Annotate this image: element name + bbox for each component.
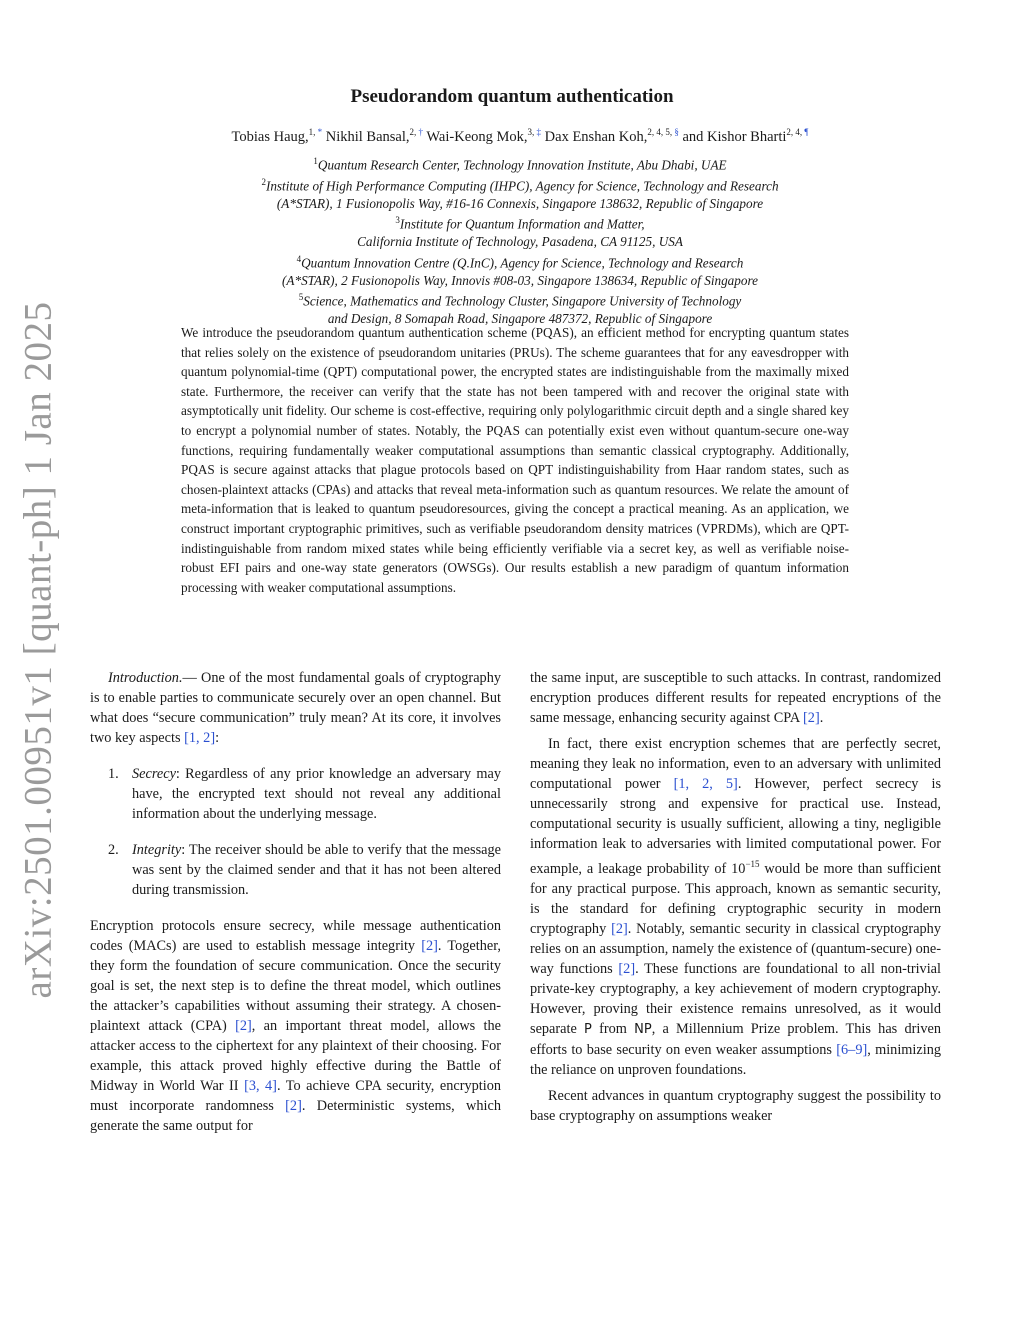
citation-link[interactable]: [2] — [611, 920, 628, 937]
affiliation: $^1$Quantum Research Center, Technology Innovation Institute, Abu Dhabi, UAE — [313, 156, 727, 173]
footnote-link[interactable]: † — [418, 127, 424, 137]
citation-link[interactable]: [2] — [421, 938, 438, 954]
author-name: and Kishor Bharti — [682, 128, 787, 145]
author-name: Tobias Haug, — [231, 128, 309, 145]
author-name: Dax Enshan Koh, — [544, 128, 648, 145]
paper-title: Pseudorandom quantum authentication — [350, 86, 674, 107]
body-paragraph: Recent advances in quantum cryptography suggest the possibility to base cryptography on assumptions weaker — [530, 1087, 941, 1124]
arxiv-side-stamp — [8, 301, 68, 999]
citation-link[interactable]: [2] — [803, 710, 820, 726]
affiliation-cont: California Institute of Technology, Pasadena, CA 91125, USA — [357, 234, 683, 250]
intro-paragraph: Introduction.— One of the most fundamental goals of cryptography is to enable parties to communicate securely over an open channel. But what does “secure communication” truly mean? At its core, it involves two key aspects [1, 2]: — [90, 670, 501, 746]
footnote-link[interactable]: ‡ — [536, 127, 542, 137]
citation-link[interactable]: [1, 2] — [184, 730, 216, 746]
affiliation-cont: and Design, 8 Somapah Road, Singapore 487372, Republic of Singapore — [327, 310, 713, 326]
abstract: We introduce the pseudorandom quantum authentication scheme (PQAS), an efficient method for encrypting quantum states that relies solely on the existence of pseudorandom unitaries (PRUs). The scheme guarantees that for any eavesdropper with quantum polynomial-time (QPT) computational power, the encrypted states are indistinguishable from the maximally mixed state. Furthermore, the receiver can verify that the state has not been tampered with and recover the original state with asymptotically unit fidelity. Our scheme is cost-effective, requiring only polylogarithmic circuit depth and a single shared key to encrypt a polynomial number of states. Notably, the PQAS can potentially exist even without quantum-secure one-way functions, requiring fundamentally weaker computational assumptions than semantic classical cryptography. Additionally, PQAS is secure against attacks that plague protocols based on QPT indistinguishability from Haar random states, such as chosen-plaintext attacks (CPAs) and attacks that reveal meta-information such as quantum resources. We relate the amount of meta-information that is leaked to quantum pseudoresources, giving the concept a practical meaning. As an application, we construct important cryptographic primitives, such as verifiable pseudorandom density matrices (VPRDMs), which are QPT-indistinguishable from random mixed states while being efficiently verifiable via a secret key, as well as verifiable noise-robust EFI pairs and one-way state generators (OWSGs). Our results establish a new paradigm of quantum information processing with weaker computational assumptions. — [181, 325, 849, 595]
citation-link[interactable]: [2] — [235, 1018, 252, 1034]
citation-link[interactable]: [2] — [285, 1098, 302, 1114]
left-column — [90, 668, 501, 1136]
affiliation-cont: (A*STAR), 2 Fusionopolis Way, Innovis #08-03, Singapore 138634, Republic of Singapore — [282, 272, 758, 288]
list-item: 1. Secrecy: Regardless of any prior knowledge an adversary may have, the encrypted text should not reveal any additional information about the underlying message. — [108, 766, 501, 822]
affiliation: $^5$Science, Mathematics and Technology Cluster, Singapore University of Technology — [298, 292, 742, 309]
citation-link[interactable]: [6–9] — [836, 1041, 868, 1058]
affiliations — [120, 153, 920, 327]
author-name: Wai-Keong Mok, — [426, 128, 528, 145]
affiliation: $^3$Institute for Quantum Information and Matter, — [395, 215, 645, 232]
body-paragraph: In fact, there exist encryption schemes that are perfectly secret, meaning they leak no information, even to an adversary with unlimited computational power [1, 2, 5]. However, perfect secrecy is unnecessarily strong and expensive for practical use. Instead, computational security is usually sufficient, allowing a tiny, negligible information leak to adversaries with limited computational power. For example, a leakage probability of $10^{-15}$ would be more than sufficient for any practical purpose. This approach, known as semantic security, is the standard for defining cryptographic security in modern cryptography [2]. Notably, semantic security in classical cryptography relies on an assumption, namely the existence of (quantum-secure) one-way functions [2]. These functions are foundational to all non-trivial private-key cryptography, a key achievement of modern cryptography. However, proving their existence remains unresolved, as it would separate P from NP, a Millennium Prize problem. This has driven efforts to base security on even weaker assumptions [6–9], minimizing the reliance on unproven foundations. — [530, 736, 942, 1078]
footnote-link[interactable]: § — [674, 127, 679, 137]
affiliation-cont: (A*STAR), 1 Fusionopolis Way, #16-16 Connexis, Singapore 138632, Republic of Singapore — [276, 195, 764, 211]
citation-link[interactable]: [3, 4] — [244, 1078, 277, 1094]
section-label: Introduction. — [108, 670, 183, 686]
author-list: Tobias Haug,$^{1, *}$ Nikhil Bansal,$^{2, \dagger}$ Wai-Keong Mok,$^{3, \ddagger}$ Dax Enshan Koh,$^{2, 4, 5, \S}$ and Kishor Bharti$^{2, 4, \P}$ — [231, 127, 809, 145]
list-item: 2. Integrity: The receiver should be able to verify that the message was sent by the claimed sender and that it has not been altered during transmission. — [108, 842, 501, 898]
body-paragraph: Encryption protocols ensure secrecy, while message authentication codes (MACs) are used to establish message integrity [2]. Together, they form the foundation of secure communication. Once the security goal is set, the next step is to define the threat model, which outlines the attacker’s capabilities without assuming their strategy. A chosen-plaintext attack (CPA) [2], an important threat model, allows the attacker access to the ciphertext for any plaintext of their choosing. For example, this attack proved highly effective during the Battle of Midway in World War II [3, 4]. To achieve CPA security, encryption must incorporate randomness [2]. Deterministic systems, which generate the same output for — [90, 918, 502, 1134]
arxiv-identifier[interactable]: arXiv:2501.00951v1 [quant-ph] 1 Jan 2025 — [16, 301, 60, 999]
right-column — [530, 668, 941, 1126]
body-paragraph: the same input, are susceptible to such attacks. In contrast, randomized encryption produces different results for repeated encryptions of the same message, enhancing security against CPA [2]. — [530, 670, 941, 726]
footnote-link[interactable]: * — [317, 127, 323, 137]
footnote-link[interactable]: ¶ — [804, 127, 809, 137]
affiliation: $^2$Institute of High Performance Computing (IHPC), Agency for Science, Technology and Research — [261, 176, 779, 194]
affiliation: $^4$Quantum Innovation Centre (Q.InC), Agency for Science, Technology and Research — [296, 253, 744, 271]
citation-link[interactable]: [2] — [618, 960, 636, 977]
citation-link[interactable]: [1, 2, 5] — [673, 776, 738, 792]
author-name: Nikhil Bansal, — [325, 128, 410, 145]
